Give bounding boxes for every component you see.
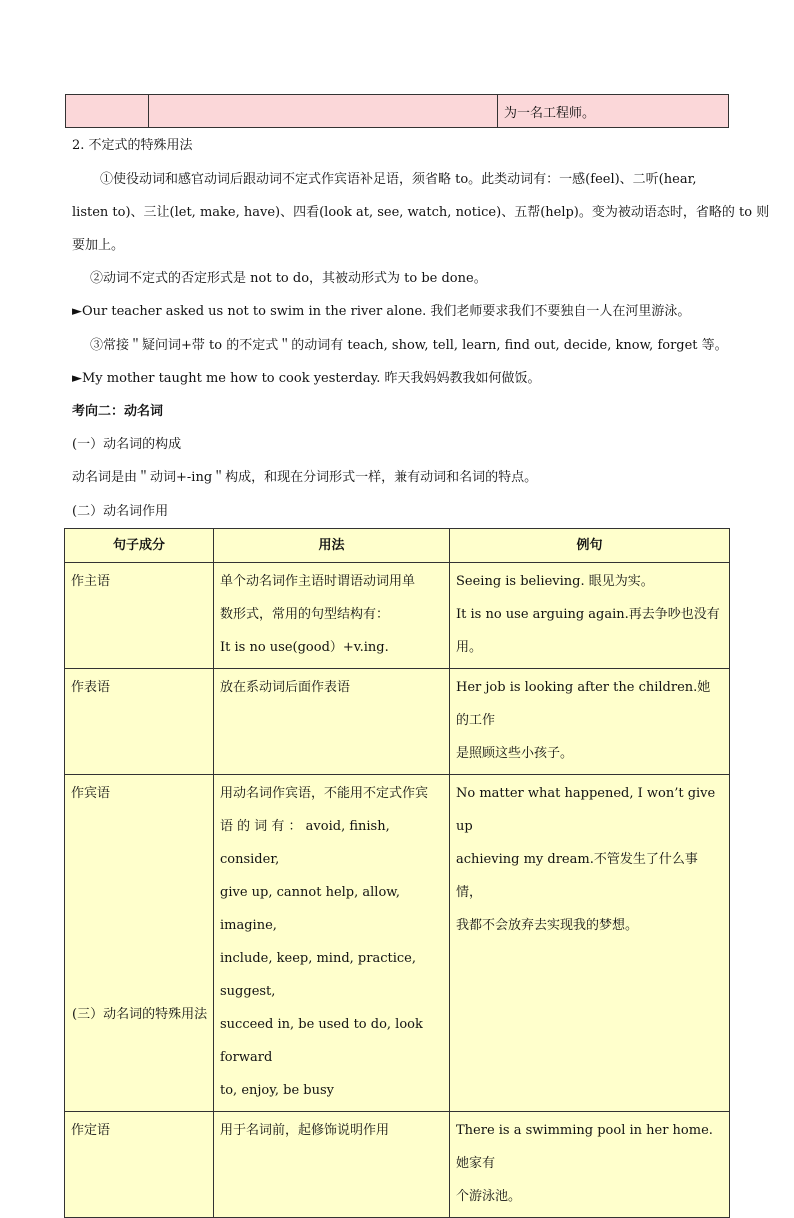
role-text: 作宾语 xyxy=(71,786,111,801)
column-header: 用法 xyxy=(214,529,450,563)
gerund-function-table xyxy=(64,528,730,1218)
usage-line: give up, cannot help, allow, imagine, xyxy=(220,885,400,933)
table-cell xyxy=(149,95,498,128)
usage-line: 单个动名词作主语时谓语动词用单 xyxy=(220,574,416,589)
example-line: It is no use arguing again.再去争吵也没有用。 xyxy=(456,607,720,655)
paragraph-line: listen to)、三让(let, make, have)、四看(look at, see, watch, notice)、五帮(help)。变为被动语态时，省略的 to 则 xyxy=(72,205,770,220)
usage-line: 放在系动词后面作表语 xyxy=(220,680,351,695)
usage-line: It is no use(good）+v.ing. xyxy=(220,640,389,655)
role-cell xyxy=(65,1112,214,1218)
example-line: 个游泳池。 xyxy=(456,1189,522,1204)
example-line: 我都不会放弃去实现我的梦想。 xyxy=(456,918,639,933)
usage-cell xyxy=(214,1112,450,1218)
section-heading: 考向二：动名词 xyxy=(72,404,164,419)
table-row xyxy=(66,95,729,128)
table-header-row xyxy=(65,529,730,563)
example-line: achieving my dream.不管发生了什么事情， xyxy=(456,852,698,900)
paragraph-line: ③常接＂疑问词+带 to 的不定式＂的动词有 teach, show, tell, learn, find out, decide, know, forget 等。 xyxy=(90,338,728,353)
table-row xyxy=(65,1112,730,1218)
usage-line: 语 的 词 有 ： avoid, finish, consider, xyxy=(220,819,390,867)
example-line: There is a swimming pool in her home.她家有 xyxy=(456,1123,713,1171)
subsection-heading: (二）动名词作用 xyxy=(72,504,169,519)
table-cell xyxy=(66,95,149,128)
subsection-heading: (三）动名词的特殊用法 xyxy=(72,1007,208,1022)
usage-line: include, keep, mind, practice, suggest, xyxy=(220,951,416,999)
section-heading: 2. 不定式的特殊用法 xyxy=(72,138,193,153)
paragraph-line: 动名词是由＂动词+-ing＂构成，和现在分词形式一样，兼有动词和名词的特点。 xyxy=(72,470,538,485)
usage-line: to, enjoy, be busy xyxy=(220,1083,334,1098)
table-row xyxy=(65,669,730,775)
paragraph-line: 要加上。 xyxy=(72,238,125,253)
role-cell xyxy=(65,669,214,775)
table-cell: 为一名工程师。 xyxy=(498,95,729,128)
usage-cell xyxy=(214,775,450,1112)
column-header: 例句 xyxy=(450,529,730,563)
example-cell xyxy=(450,669,730,775)
example-sentence: ►Our teacher asked us not to swim in the river alone. 我们老师要求我们不要独自一人在河里游泳。 xyxy=(72,304,691,319)
example-cell xyxy=(450,775,730,1112)
usage-line: 数形式，常用的句型结构有： xyxy=(220,607,390,622)
usage-line: 用动名词作宾语，不能用不定式作宾 xyxy=(220,786,429,801)
column-header: 句子成分 xyxy=(65,529,214,563)
paragraph-line: ①使役动词和感官动词后跟动词不定式作宾语补足语，须省略 to。此类动词有：一感(feel)、二听(hear, xyxy=(100,172,697,187)
usage-cell xyxy=(214,563,450,669)
role-text: 作定语 xyxy=(71,1123,111,1138)
table-row xyxy=(65,775,730,1112)
usage-line: succeed in, be used to do, look forward xyxy=(220,1017,423,1065)
usage-cell xyxy=(214,669,450,775)
usage-line: 用于名词前，起修饰说明作用 xyxy=(220,1123,390,1138)
continued-table xyxy=(65,94,729,128)
example-sentence: ►My mother taught me how to cook yesterday. 昨天我妈妈教我如何做饭。 xyxy=(72,371,541,386)
subsection-heading: (一）动名词的构成 xyxy=(72,437,182,452)
example-line: Seeing is believing. 眼见为实。 xyxy=(456,574,654,589)
example-line: 是照顾这些小孩子。 xyxy=(456,746,574,761)
role-text: 作主语 xyxy=(71,574,111,589)
role-cell xyxy=(65,775,214,1112)
example-cell xyxy=(450,563,730,669)
role-cell xyxy=(65,563,214,669)
paragraph-line: ②动词不定式的否定形式是 not to do，其被动形式为 to be done。 xyxy=(90,271,487,286)
role-text: 作表语 xyxy=(71,680,111,695)
example-line: No matter what happened, I won’t give up xyxy=(456,786,716,834)
example-cell xyxy=(450,1112,730,1218)
example-line: Her job is looking after the children.她的工作 xyxy=(456,680,711,728)
table-row xyxy=(65,563,730,669)
